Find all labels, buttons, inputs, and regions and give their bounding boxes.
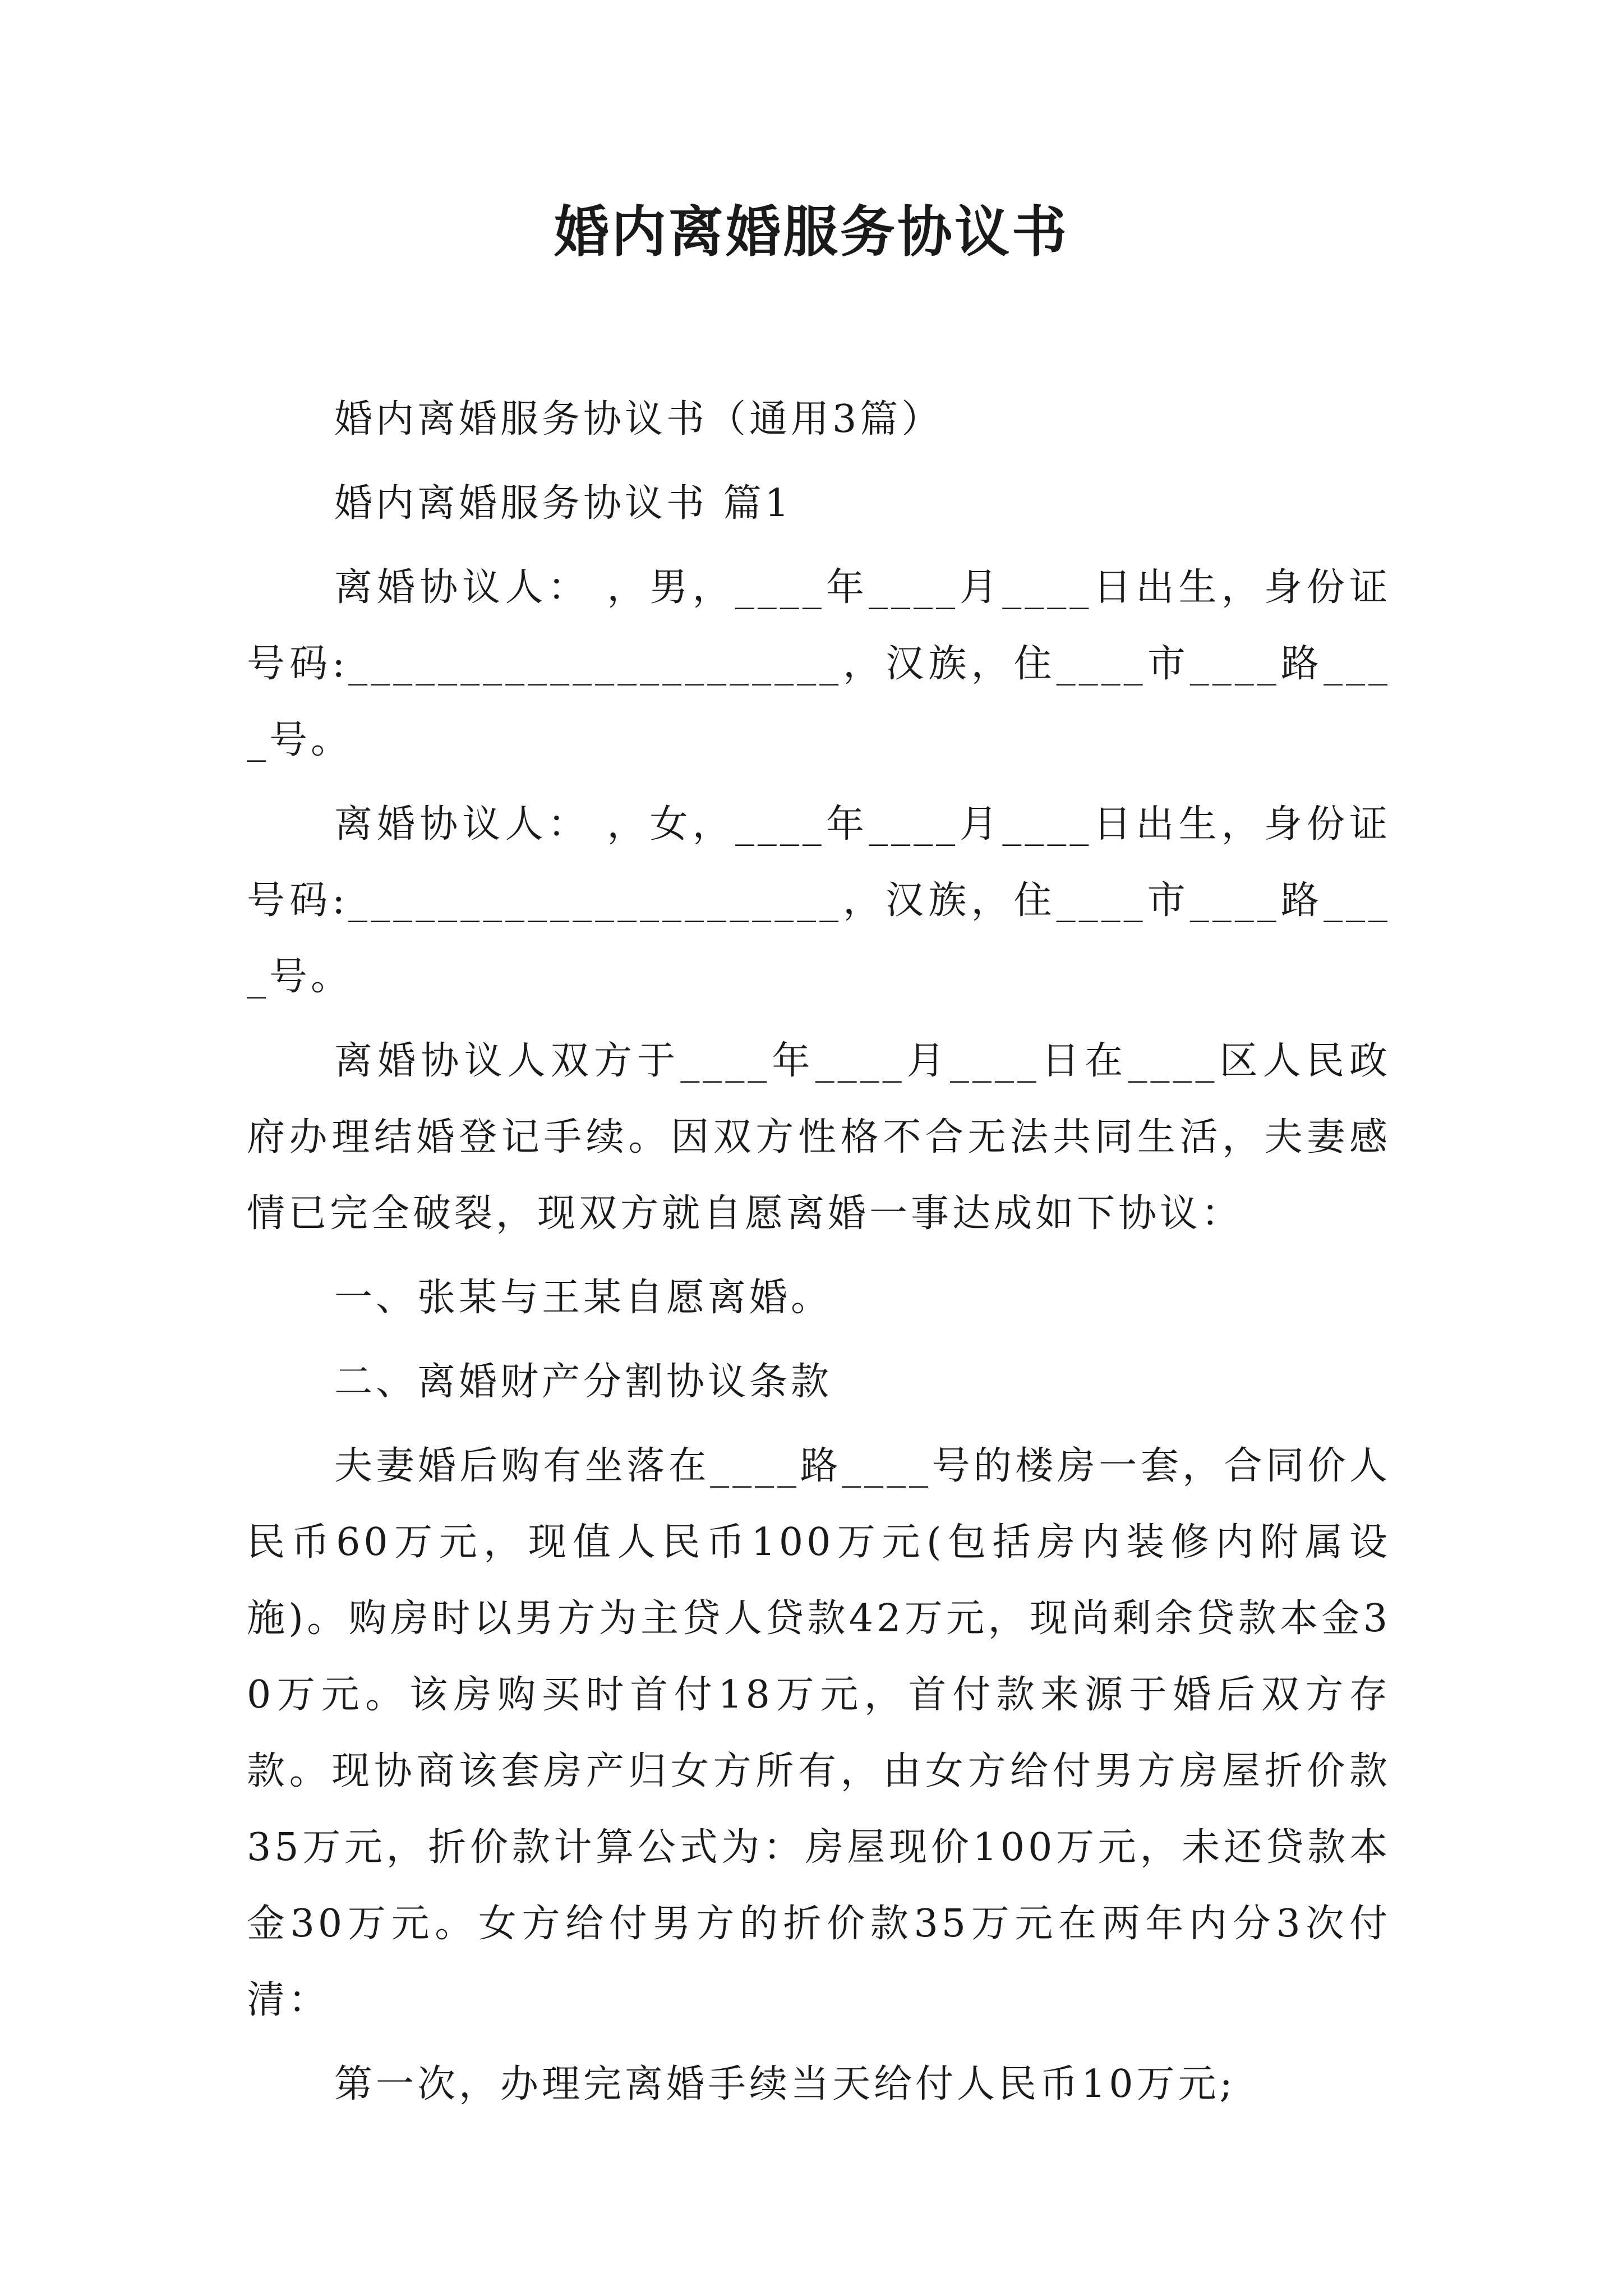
document-title: 婚内离婚服务协议书 xyxy=(554,200,1069,264)
paragraph-subtitle: 婚内离婚服务协议书（通用3篇） xyxy=(334,397,943,441)
paragraph-section-heading: 婚内离婚服务协议书 篇1 xyxy=(334,481,792,526)
paragraph-clause-1: 一、张某与王某自愿离婚。 xyxy=(334,1276,833,1320)
paragraph-party-male: 离婚协议人： ，男，____年____月____日出生，身份证号码:______________________，汉族，住____市____路____号。 xyxy=(247,565,1391,762)
document-body xyxy=(247,381,1391,2131)
paragraph-property-division: 夫妻婚后购有坐落在____路____号的楼房一套，合同价人民币60万元，现值人民币100万元(包括房内装修内附属设施)。购房时以男方为主贷人贷款42万元，现尚剩余贷款本金30万元。该房购买时首付18万元，首付款来源于婚后双方存款。现协商该套房产归女方所有，由女方给付男方房屋折价款35万元，折价款计算公式为：房屋现价100万元，未还贷款本金30万元。女方给付男方的折价款35万元在两年内分3次付清： xyxy=(247,1444,1391,2022)
paragraph-party-female: 离婚协议人： ，女，____年____月____日出生，身份证号码:______________________，汉族，住____市____路____号。 xyxy=(247,802,1391,999)
paragraph-clause-2-heading: 二、离婚财产分割协议条款 xyxy=(334,1360,833,1404)
paragraph-marriage-registration: 离婚协议人双方于____年____月____日在____区人民政府办理结婚登记手续。因双方性格不合无法共同生活，夫妻感情已完全破裂，现双方就自愿离婚一事达成如下协议： xyxy=(247,1039,1391,1236)
paragraph-first-payment: 第一次，办理完离婚手续当天给付人民币10万元; xyxy=(334,2062,1236,2106)
